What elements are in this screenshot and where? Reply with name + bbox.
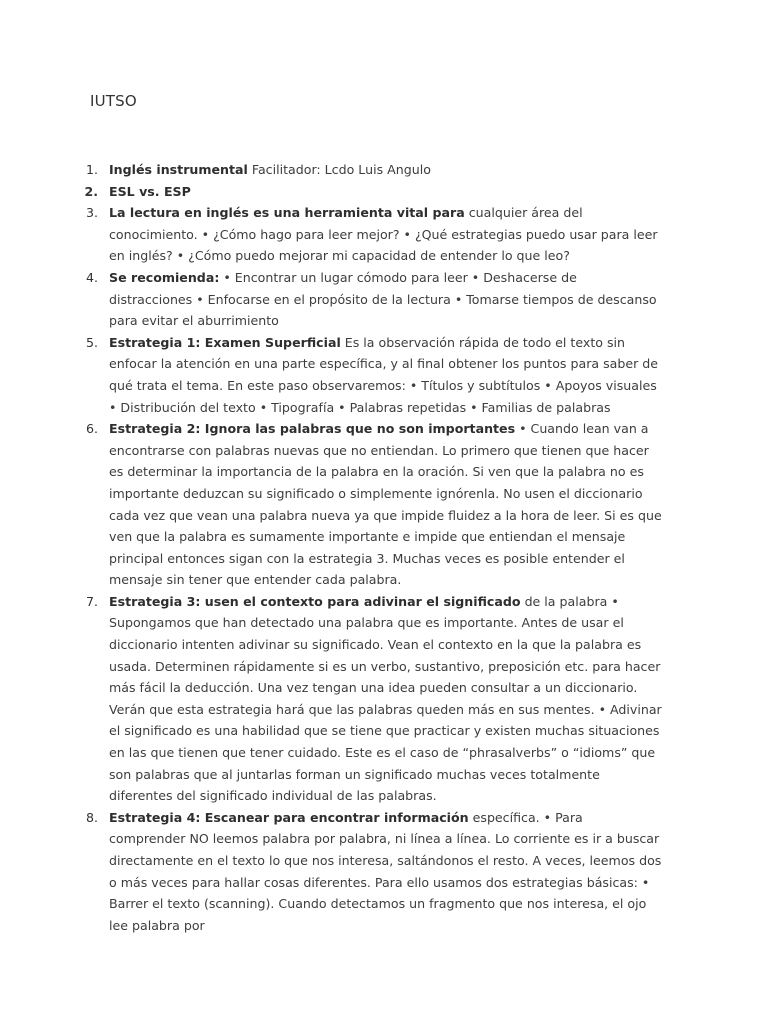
item-number: 4. (85, 269, 98, 285)
list-item (70, 591, 662, 807)
item-text: • Encontrar un lugar cómodo para leer • Deshacerse de distracciones • Enfocarse en el propósito de la lectura • Tomarse tiempos de descanso para evitar el aburrimiento (109, 269, 657, 329)
item-lead: Inglés instrumental (109, 162, 248, 177)
item-lead: Estrategia 3: usen el contexto para adivinar el significado (109, 593, 521, 609)
document-title: IUTSO (90, 92, 137, 110)
list-item (70, 267, 662, 332)
item-text: de la palabra • Supongamos que han detectado una palabra que es importante. Antes de usar el diccionario intenten adivinar su significado. Vean el contexto en la que la palabra es usada. Determinen rápidamente si es un verbo, sustantivo, preposición etc. para hacer más fácil la deducción. Una vez tengan una idea pueden consultar a un diccionario. Verán que esta estrategia hará que las palabras queden más en sus mentes. • Adivinar el significado es una habilidad que se tiene que practicar y existen muchas situaciones en las que tienen que tener cuidado. Este es el caso de “phrasalverbs” o “idioms” que son palabras que al juntarlas forman un significado muchas veces totalmente diferentes del significado individual de las palabras. (109, 593, 662, 804)
item-number: 8. (85, 809, 98, 825)
item-number: 6. (85, 421, 98, 437)
item-text: • Cuando lean van a encontrarse con palabras nuevas que no entiendan. Lo primero que tienen que hacer es determinar la importancia de la palabra en la oración. Si ven que la palabra no es importante deduzcan su significado o simplemente ignórenla. No usen el diccionario cada vez que vean una palabra nueva ya que impide fluidez a la hora de leer. Si es que ven que la palabra es sumamente importante e impide que entiendan el mensaje principal entonces sigan con la estrategia 3. Muchas veces es posible entender el mensaje sin tener que entender cada palabra. (109, 421, 662, 588)
item-number: 5. (85, 334, 98, 350)
item-text: específica. • Para comprender NO leemos palabra por palabra, ni línea a línea. Lo corriente es ir a buscar directamente en el texto lo que nos interesa, saltándonos el resto. A veces, leemos dos o más veces para hallar cosas diferentes. Para ello usamos dos estrategias básicas: • Barrer el texto (scanning). Cuando detectamos un fragmento que nos interesa, el ojo lee palabra por (109, 809, 662, 933)
list-item (70, 332, 662, 418)
item-lead: Estrategia 2: Ignora las palabras que no son importantes (109, 421, 516, 437)
item-lead: ESL vs. ESP (109, 183, 191, 199)
item-text: cualquier área del conocimiento. • ¿Cómo hago para leer mejor? • ¿Qué estrategias puedo usar para leer en inglés? • ¿Cómo puedo mejorar mi capacidad de entender lo que leo? (109, 205, 658, 264)
list-item (70, 159, 662, 181)
list-item (70, 418, 662, 591)
list-item (70, 181, 662, 203)
item-number: 7. (85, 593, 98, 609)
item-lead: Estrategia 4: Escanear para encontrar información (109, 809, 469, 825)
list-item (70, 807, 662, 937)
item-number: 1. (85, 162, 98, 177)
item-lead: La lectura en inglés es una herramienta vital para (109, 205, 465, 221)
item-lead: Estrategia 1: Examen Superficial (109, 334, 341, 350)
item-text: Es la observación rápida de todo el texto sin enfocar la atención en una parte específica, y al final obtener los puntos para saber de qué trata el tema. En este paso observaremos: • Títulos y subtítulos • Apoyos visuales • Distribución del texto • Tipografía • Palabras repetidas • Familias de palabras (109, 334, 659, 415)
item-text: Facilitador: Lcdo Luis Angulo (247, 162, 431, 177)
item-lead: Se recomienda: (109, 269, 220, 285)
item-number: 2. (84, 183, 98, 199)
item-number: 3. (85, 205, 98, 221)
numbered-list (70, 159, 662, 936)
list-item (70, 202, 662, 267)
